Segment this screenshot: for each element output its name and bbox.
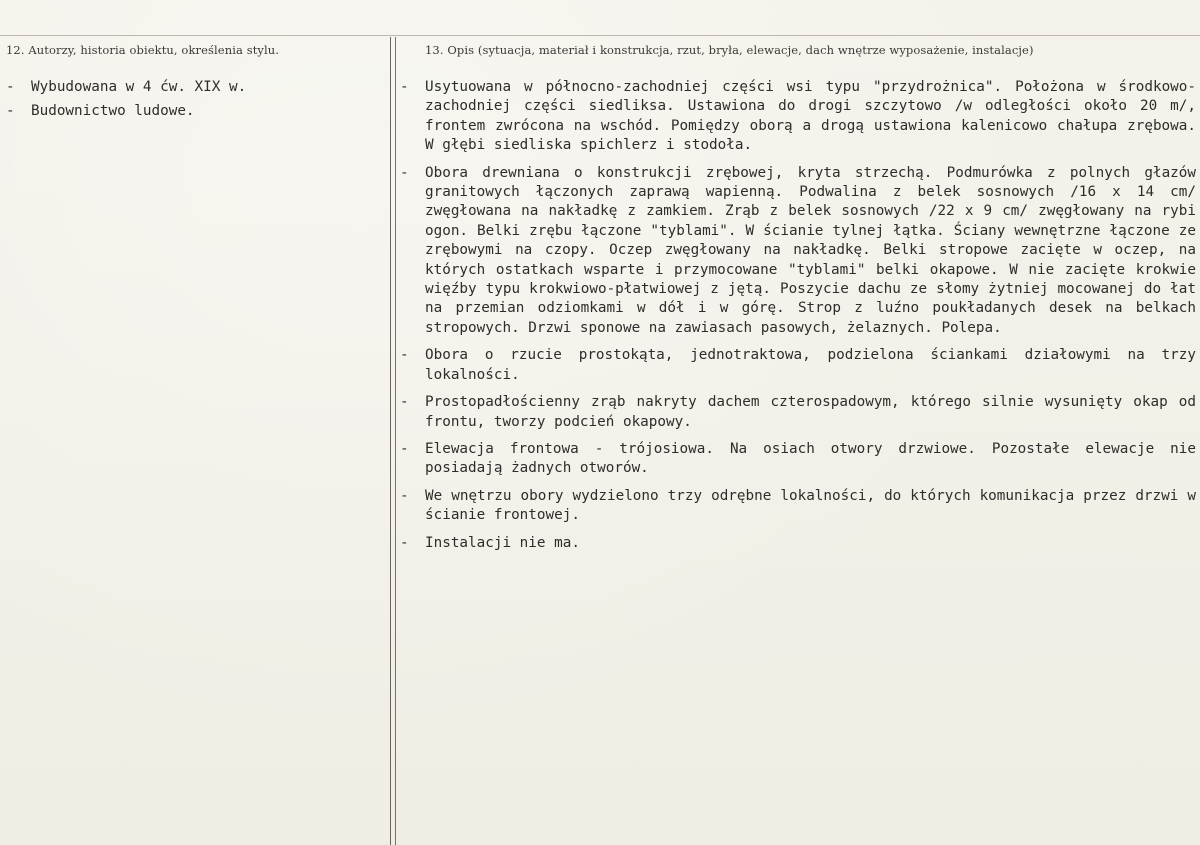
bullet-dash: - — [400, 534, 409, 551]
authors-history-column — [6, 78, 381, 127]
bullet-dash: - — [6, 103, 15, 120]
bullet-dash: - — [400, 164, 409, 181]
header-rule — [0, 35, 1200, 36]
bullet-dash: - — [400, 394, 409, 411]
column-divider — [390, 37, 391, 845]
list-item — [400, 487, 1196, 526]
list-item — [400, 393, 1196, 432]
list-item — [6, 78, 381, 97]
massing-text: Prostopadłościenny zrąb nakryty dachem czterospadowym, którego silnie wysunięty okap od frontu, tworzy podcień okapowy. — [425, 394, 1196, 430]
bullet-dash: - — [400, 440, 409, 457]
list-item — [400, 78, 1196, 156]
bullet-dash: - — [400, 347, 409, 364]
list-item — [6, 102, 381, 121]
installations-text: Instalacji nie ma. — [425, 534, 580, 551]
situation-text: Usytuowana w północno-zachodniej części wsi typu "przydrożnica". Położona w środkowo-zachodniej części siedliksa. Ustawiona do drogi szczytowo /w odległości około 20 m/, frontem zwrócona na wschód. Pomiędzy oborą a drogą ustawiona kalenicowo chałupa zrębowa. W głębi siedliska spichlerz i stodoła. — [425, 79, 1196, 154]
column-divider-inner — [395, 37, 396, 845]
list-item — [400, 164, 1196, 339]
construction-date-text: Wybudowana w 4 ćw. XIX w. — [31, 79, 247, 95]
elevations-text: Elewacja frontowa - trójosiowa. Na osiach otwory drzwiowe. Pozostałe elewacje nie posiadają żadnych otworów. — [425, 440, 1196, 477]
description-column — [400, 78, 1196, 561]
style-text: Budownictwo ludowe. — [31, 103, 195, 120]
section-12-header: 12. Autorzy, historia obiektu, określenia stylu. — [6, 43, 280, 57]
plan-text: Obora o rzucie prostokąta, jednotraktowa, podzielona ściankami działowymi na trzy lokalności. — [425, 347, 1196, 383]
list-item — [400, 440, 1196, 479]
bullet-dash: - — [400, 79, 409, 95]
interior-text: We wnętrzu obory wydzielono trzy odrębne lokalności, do których komunikacja przez drzwi w ścianie frontowej. — [425, 487, 1196, 524]
bullet-dash: - — [6, 79, 15, 95]
construction-text: Obora drewniana o konstrukcji zrębowej, kryta strzechą. Podmurówka z polnych głazów granitowych łączonych zaprawą wapienną. Podwalina z belek sosnowych /16 x 14 cm/ zwęgłowana na nakładkę z zamkiem. Zrąb z belek sosnowych /22 x 9 cm/ zwęgłowany na rybi ogon. Belki zrębu łączone "tyblami". W ścianie tylnej łątka. Ściany wewnętrzne łączone ze zrębowymi na czopy. Oczep zwęgłowany na nakładkę. Belki stropowe zacięte w oczep, na których ostatkach wsparte i przymocowane "tyblami" belki okapowe. W nie zacięte krokwie więźby typu krokwiowo-płatwiowej z jętą. Poszycie dachu ze słomy żytniej mocowanej do łat na przemian odziomkami w dół i w górę. Strop z luźno poukładanych desek na belkach stropowych. Drzwi sponowe na zawiasach pasowych, żelaznych. Polepa. — [425, 164, 1196, 336]
bullet-dash: - — [400, 487, 409, 504]
list-item — [400, 346, 1196, 385]
list-item — [400, 534, 1196, 553]
section-13-header: 13. Opis (sytuacja, materiał i konstrukcja, rzut, bryła, elewacje, dach wnętrze wyposażenie, instalacje) — [425, 43, 1034, 57]
